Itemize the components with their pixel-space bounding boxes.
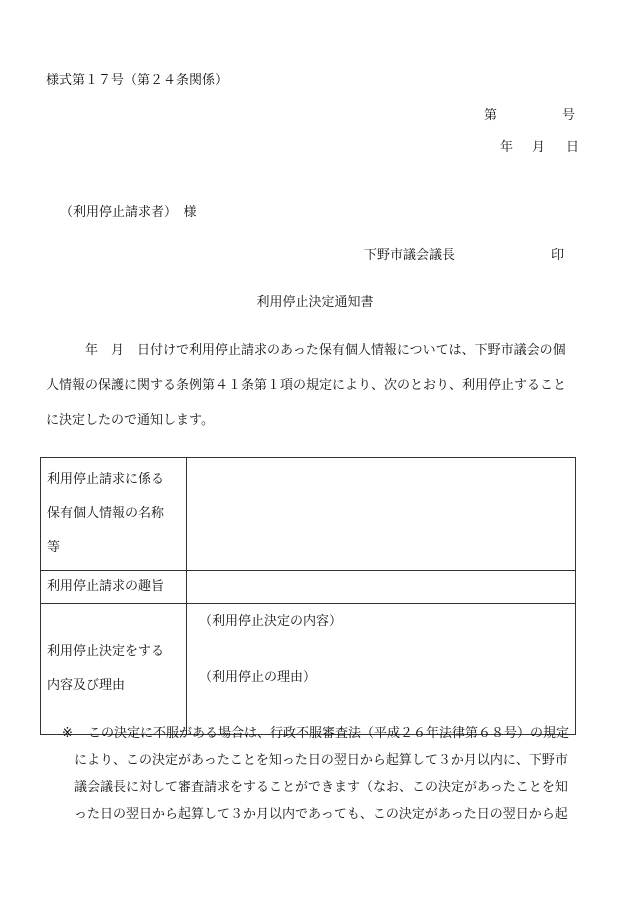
date-year-label: 年 xyxy=(500,140,514,155)
note-mark: ※ xyxy=(62,726,73,741)
recipient-line: （利用停止請求者） 様 xyxy=(60,205,197,220)
date-month-label: 月 xyxy=(532,140,546,155)
notice-body xyxy=(46,333,586,438)
document-title: 利用停止決定通知書 xyxy=(256,295,374,310)
document-number-suffix: 号 xyxy=(562,108,576,123)
appeal-note xyxy=(62,720,582,828)
info-name-label xyxy=(41,458,187,571)
form-number: 様式第１７号（第２４条関係） xyxy=(46,73,229,88)
table-row xyxy=(41,458,576,571)
label-line: 保有個人情報の名称 xyxy=(47,506,165,521)
decision-reason-heading: （利用停止の理由） xyxy=(199,670,317,685)
notice-body-line: 年 月 日付けで利用停止請求のあった保有個人情報については、下野市議会の個 xyxy=(46,343,566,358)
note-line: 議会議長に対して審査請求をすることができます（なお、この決定があったことを知 xyxy=(74,780,568,795)
decision-content-heading: （利用停止決定の内容） xyxy=(199,614,343,629)
table-row xyxy=(41,604,576,735)
note-line: この決定に不服がある場合は、行政不服審査法（平成２６年法律第６８号）の規定 xyxy=(88,726,570,741)
issuer-name: 下野市議会議長 xyxy=(364,248,456,263)
notice-body-line: 人情報の保護に関する条例第４１条第１項の規定により、次のとおり、利用停止すること xyxy=(46,378,567,393)
decision-reason-label xyxy=(41,604,187,735)
label-line: 利用停止決定をする xyxy=(47,644,165,659)
label-line: 等 xyxy=(47,540,61,555)
notice-body-line: に決定したので通知します。 xyxy=(46,413,214,428)
seal-mark: 印 xyxy=(551,248,565,263)
info-name-value xyxy=(187,458,576,571)
note-line: った日の翌日から起算して３か月以内であっても、この決定があった日の翌日から起 xyxy=(74,807,568,822)
table-row xyxy=(41,571,576,604)
request-purpose-value xyxy=(187,571,576,604)
document-number-prefix: 第 xyxy=(484,108,498,123)
date-day-label: 日 xyxy=(566,140,580,155)
request-purpose-label: 利用停止請求の趣旨 xyxy=(41,571,187,604)
note-line: により、この決定があったことを知った日の翌日から起算して３か月以内に、下野市 xyxy=(74,753,568,768)
decision-details-table xyxy=(40,457,576,735)
decision-reason-value xyxy=(187,604,576,735)
label-line: 内容及び理由 xyxy=(47,678,126,693)
label-line: 利用停止請求に係る xyxy=(47,472,165,487)
